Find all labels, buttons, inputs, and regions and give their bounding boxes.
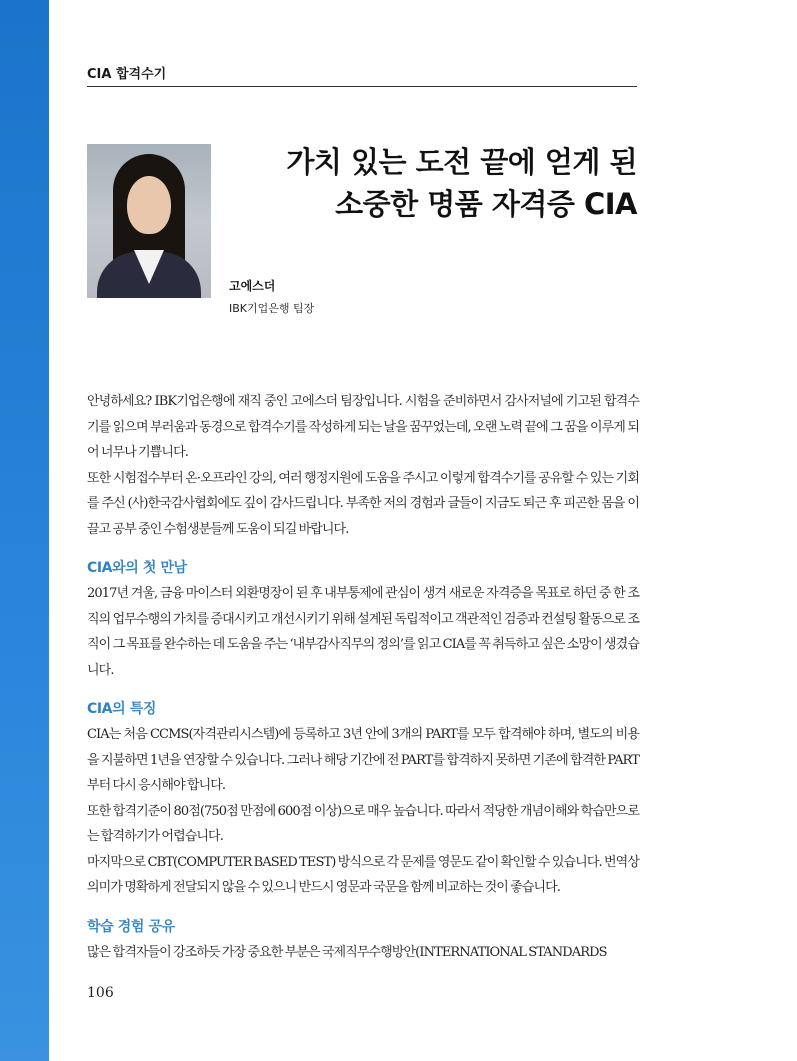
author-name: 고에스더 <box>229 279 276 293</box>
section-heading-study-experience: 학습 경험 공유 <box>87 918 175 935</box>
section-heading-features: CIA의 특징 <box>87 701 156 717</box>
page-number: 106 <box>87 985 114 1001</box>
title-line-1: 가치 있는 도전 끝에 얻게 된 <box>286 145 637 179</box>
body-paragraph: 또한 합격기준이 80점(750점 만점에 600점 이상)으로 매우 높습니다. 따라서 적당한 개념이해와 학습만으로는 합격하기가 어렵습니다. <box>87 803 639 844</box>
body-paragraph: 많은 합격자들이 강조하듯 가장 중요한 부분은 국제직무수행방안(INTERNATIONAL STANDARDS <box>87 944 607 960</box>
author-photo <box>87 144 211 298</box>
title-line-2: 소중한 명품 자격증 CIA <box>335 187 637 221</box>
section-label: CIA 합격수기 <box>87 67 167 82</box>
body-paragraph: CIA는 처음 CCMS(자격관리시스템)에 등록하고 3년 안에 3개의 PART를 모두 합격해야 하며, 별도의 비용을 지불하면 1년을 연장할 수 있습니다. 그러나 해당 기간에 전 PART를 합격하지 못하면 기존에 합격한 PART부터 다시 응시해야 합니다. <box>87 727 639 793</box>
author-role: IBK기업은행 팀장 <box>229 302 315 315</box>
side-color-bar <box>0 0 49 1061</box>
header-divider <box>87 86 637 87</box>
section-heading-first-meeting: CIA와의 첫 만남 <box>87 560 187 576</box>
body-paragraph: 마지막으로 CBT(COMPUTER BASED TEST) 방식으로 각 문제를 영문도 같이 확인할 수 있습니다. 번역상 의미가 명확하게 전달되지 않을 수 있으니 반드시 영문과 국문을 함께 비교하는 것이 좋습니다. <box>87 854 639 895</box>
article-body <box>87 389 639 965</box>
intro-paragraph: 또한 시험접수부터 온·오프라인 강의, 여러 행정지원에 도움을 주시고 이렇게 합격수기를 공유할 수 있는 기회를 주신 (사)한국감사협회에도 깊이 감사드립니다. 부족한 저의 경험과 글들이 지금도 퇴근 후 피곤한 몸을 이끌고 공부 중인 수험생분들께 도움이 되길 바랍니다. <box>87 470 639 537</box>
body-paragraph: 2017년 겨울, 금융 마이스터 외환명장이 된 후 내부통제에 관심이 생겨 새로운 자격증을 목표로 하던 중 한 조직의 업무수행의 가치를 증대시키고 개선시키기 위해 설계된 독립적이고 객관적인 검증과 컨설팅 활동으로 조직이 그 목표를 완수하는 데 도움을 주는 ‘내부감사직무의 정의’를 읽고 CIA를 꼭 취득하고 싶은 소망이 생겼습니다. <box>87 586 639 678</box>
article-title <box>286 141 637 225</box>
intro-paragraph: 안녕하세요? IBK기업은행에 재직 중인 고에스더 팀장입니다. 시험을 준비하면서 감사저널에 기고된 합격수기를 읽으며 부러움과 동경으로 합격수기를 작성하게 되는 날을 꿈꾸었는데, 오랜 노력 끝에 그 꿈을 이루게 되어 너무나 기쁩니다. <box>87 394 639 460</box>
